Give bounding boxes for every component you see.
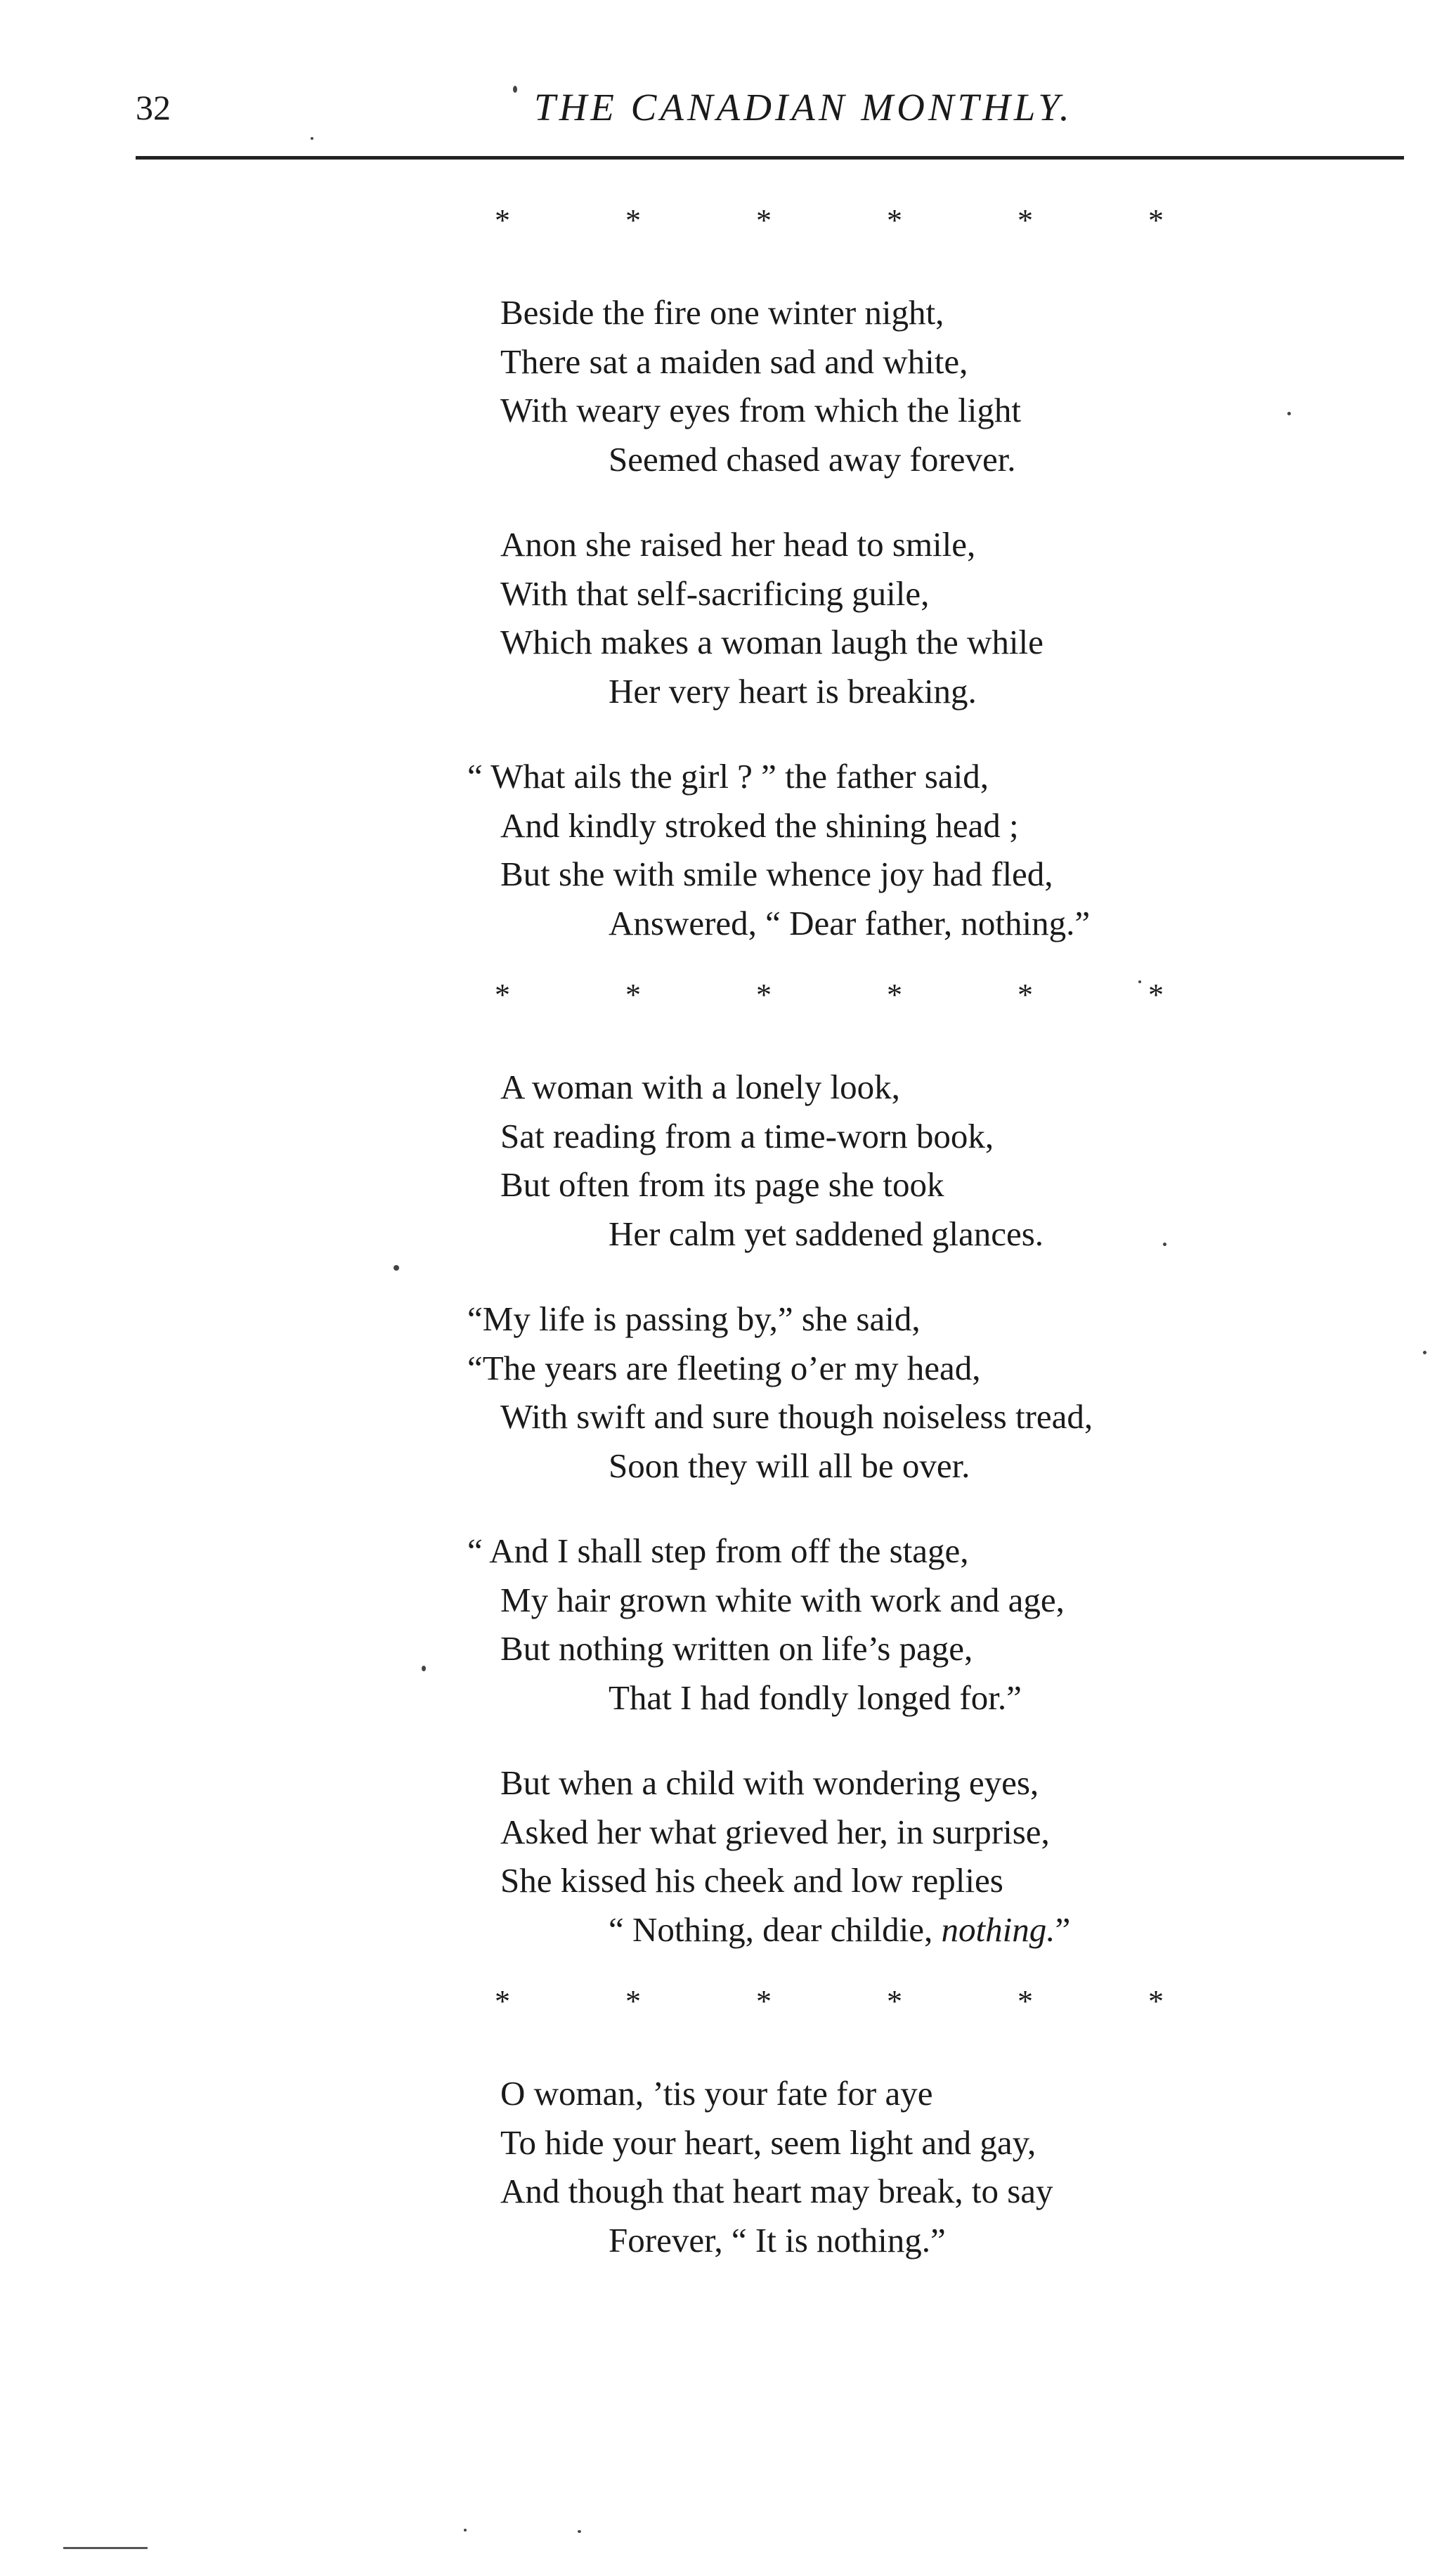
poem-line-text: Which makes a woman laugh the while bbox=[500, 623, 1044, 661]
poem-line-text: But often from its page she took bbox=[500, 1165, 944, 1204]
poem-line-text: My hair grown white with work and age, bbox=[500, 1580, 1065, 1619]
poem-line-close-quote: ” bbox=[1055, 1910, 1071, 1949]
poem-line-text: Answered, “ Dear father, nothing.” bbox=[609, 903, 1091, 942]
poem-line-text: “My life is passing by,” she said, bbox=[467, 1299, 921, 1338]
poem-line-text: But nothing written on life’s page, bbox=[500, 1629, 973, 1668]
poem-line-emphasis: nothing. bbox=[941, 1910, 1055, 1949]
poem-line-text: “ What ails the girl ? ” the father said, bbox=[467, 757, 989, 796]
poem-line-text: Asked her what grieved her, in surprise, bbox=[500, 1812, 1050, 1851]
asterisk: * bbox=[756, 1984, 772, 2018]
poem-line-text: And kindly stroked the shining head ; bbox=[500, 805, 1019, 845]
print-speck bbox=[1287, 412, 1291, 415]
poem-line bbox=[500, 1070, 900, 1104]
poem-line-text: “The years are fleeting o’er my head, bbox=[467, 1348, 981, 1387]
print-speck bbox=[464, 2529, 467, 2532]
asterisk: * bbox=[1018, 978, 1033, 1012]
asterisk: * bbox=[625, 203, 641, 238]
print-speck bbox=[311, 137, 313, 140]
asterisk: * bbox=[495, 978, 510, 1012]
poem-line-text: Her very heart is breaking. bbox=[609, 671, 977, 711]
poem-line-text: Anon she raised her head to smile, bbox=[500, 525, 976, 564]
asterisk: * bbox=[1148, 978, 1164, 1012]
poem-line-text: “ And I shall step from off the stage, bbox=[467, 1531, 969, 1570]
asterisk: * bbox=[887, 203, 902, 238]
poem-line-text: There sat a maiden sad and white, bbox=[500, 342, 968, 381]
poem-line bbox=[500, 295, 944, 330]
poem-line-text: With swift and sure though noiseless tread, bbox=[500, 1397, 1093, 1436]
poem-line bbox=[500, 1765, 1039, 1800]
asterisk: * bbox=[495, 203, 510, 238]
poem-line bbox=[467, 1348, 981, 1387]
asterisk: * bbox=[1148, 203, 1164, 238]
poem-line bbox=[500, 527, 975, 562]
poem-line-text: A woman with a lonely look, bbox=[500, 1068, 900, 1106]
print-speck bbox=[513, 86, 517, 93]
asterisk: * bbox=[887, 1984, 902, 2018]
poem-line bbox=[500, 857, 1053, 891]
asterisk: * bbox=[625, 978, 641, 1012]
print-speck bbox=[394, 1265, 399, 1271]
poem-line-text: To hide your heart, seem light and gay, bbox=[500, 2122, 1036, 2162]
poem-line-text: With that self-sacrificing guile, bbox=[500, 573, 930, 613]
poem-line-text: Her calm yet saddened glances. bbox=[609, 1214, 1044, 1253]
poem-line-text: But she with smile whence joy had fled, bbox=[500, 855, 1053, 893]
poem-line-text: That I had fondly longed for.” bbox=[609, 1678, 1022, 1717]
poem-line bbox=[609, 439, 1016, 479]
poem-line bbox=[500, 1580, 1065, 1619]
asterisk: * bbox=[756, 978, 772, 1012]
footer-rule bbox=[63, 2547, 148, 2549]
poem-line-text: Soon they will all be over. bbox=[609, 1446, 970, 1485]
poem-line-text: Forever, “ It is nothing.” bbox=[609, 2220, 946, 2260]
asterisk: * bbox=[1018, 203, 1033, 238]
poem-line-text: With weary eyes from which the light bbox=[500, 391, 1021, 429]
asterisk: * bbox=[1018, 1984, 1033, 2018]
poem-line bbox=[500, 1399, 1093, 1434]
poem-line bbox=[500, 1812, 1050, 1851]
poem-line-text: But when a child with wondering eyes, bbox=[500, 1763, 1039, 1802]
poem-line bbox=[500, 805, 1019, 845]
poem-line bbox=[609, 1214, 1044, 1253]
poem-line bbox=[500, 2174, 1053, 2208]
poem-line bbox=[500, 1167, 944, 1202]
poem-line bbox=[609, 1680, 1022, 1715]
poem-line bbox=[500, 1631, 973, 1666]
asterisk: * bbox=[495, 1984, 510, 2018]
poem-line bbox=[609, 2220, 946, 2260]
poem-line bbox=[500, 573, 930, 613]
poem-line bbox=[467, 1299, 921, 1338]
print-speck bbox=[422, 1666, 426, 1671]
running-head: THE CANADIAN MONTHLY. bbox=[534, 86, 1073, 129]
asterisk: * bbox=[756, 203, 772, 238]
page-number: 32 bbox=[136, 88, 171, 127]
asterisk: * bbox=[625, 1984, 641, 2018]
poem-line bbox=[467, 757, 989, 796]
print-speck bbox=[1138, 980, 1141, 983]
poem-line bbox=[500, 625, 1044, 659]
section-break-stars bbox=[492, 980, 1166, 1011]
poem-line bbox=[609, 1912, 1070, 1947]
poem-line-text: “ Nothing, dear childie, bbox=[609, 1910, 942, 1949]
poem-line bbox=[500, 1863, 1003, 1898]
poem-line bbox=[609, 1448, 970, 1483]
poem-line bbox=[500, 2122, 1036, 2162]
poem-line bbox=[500, 344, 968, 379]
asterisk: * bbox=[887, 978, 902, 1012]
poem-line bbox=[609, 903, 1091, 942]
poem-line bbox=[500, 393, 1021, 427]
poem-line bbox=[500, 2076, 933, 2111]
poem-line-text: And though that heart may break, to say bbox=[500, 2172, 1053, 2210]
poem-line-text: She kissed his cheek and low replies bbox=[500, 1861, 1003, 1900]
poem-line-text: O woman, ’tis your fate for aye bbox=[500, 2074, 933, 2113]
poem-line bbox=[500, 1116, 994, 1155]
section-break-stars bbox=[492, 205, 1166, 236]
poem-line-text: Beside the fire one winter night, bbox=[500, 293, 944, 332]
poem-line bbox=[609, 671, 977, 711]
print-speck bbox=[578, 2530, 581, 2533]
poem-line-text: Sat reading from a time-worn book, bbox=[500, 1116, 994, 1155]
header-rule bbox=[136, 156, 1404, 160]
print-speck bbox=[1423, 1351, 1426, 1354]
print-speck bbox=[1163, 1243, 1166, 1246]
poem-line bbox=[467, 1531, 969, 1570]
section-break-stars bbox=[492, 1986, 1166, 2017]
asterisk: * bbox=[1148, 1984, 1164, 2018]
poem-line-text: Seemed chased away forever. bbox=[609, 439, 1016, 479]
